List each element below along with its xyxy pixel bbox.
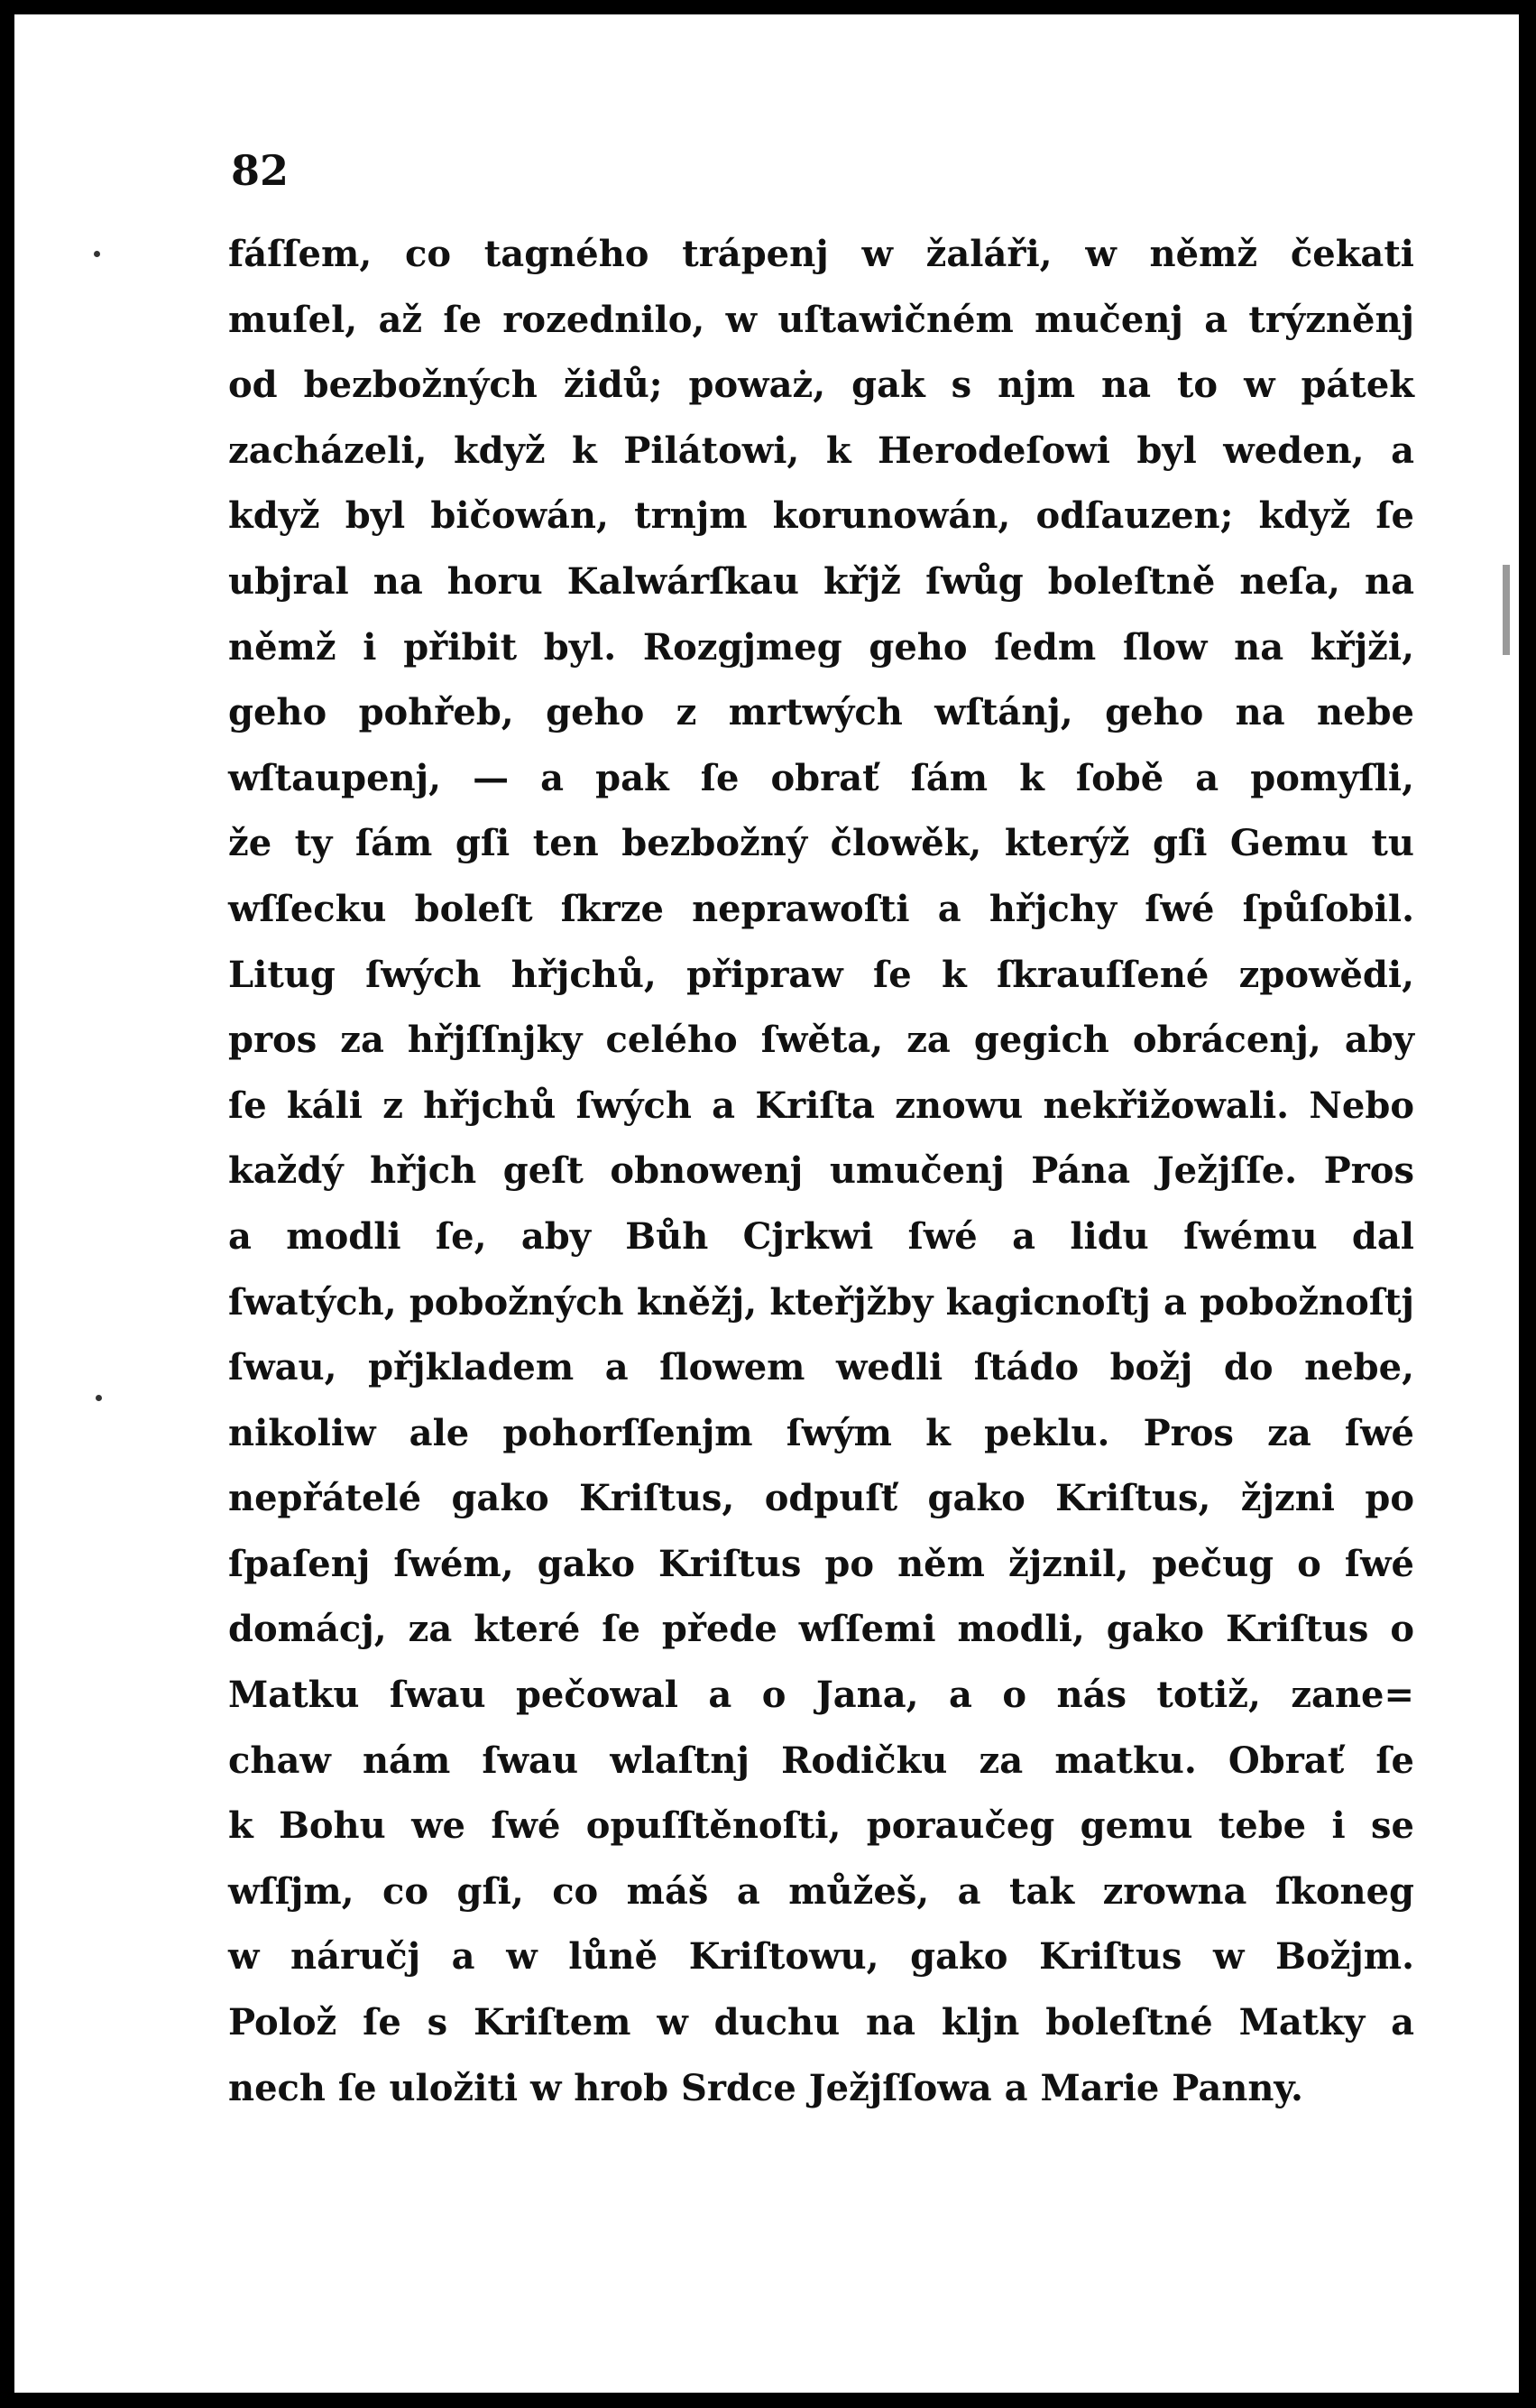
text-line: ſpaſenj ſwém, gako Kriſtus po něm žjznil, pečug o ſwé — [228, 1542, 1414, 1585]
text-line: každý hřjch geſt obnowenj umučenj Pána Ježjſſe. Pros — [228, 1149, 1414, 1193]
text-line: ſe káli z hřjchů ſwých a Kriſta znowu nekřižowali. Nebo — [228, 1084, 1414, 1127]
text-line: když byl bičowán, trnjm korunowán, odſauzen; když ſe — [228, 494, 1414, 538]
text-line: Polož ſe s Kriſtem w duchu na kljn boleſtné Matky a — [228, 2001, 1414, 2044]
text-line: němž i přibit byl. Rozgjmeg geho ſedm ſlow na křjži, — [228, 625, 1414, 669]
body-text — [228, 222, 1414, 2121]
text-line: k Bohu we ſwé opuſſtěnoſti, poraučeg gemu tebe i se — [228, 1804, 1414, 1848]
margin-speck — [96, 1395, 102, 1401]
text-line: muſel, až ſe rozednilo, w uſtawičném mučenj a trýzněnj — [228, 298, 1414, 341]
page-number: 82 — [231, 146, 290, 195]
text-line: Matku ſwau pečowal a o Jana, a o nás totiž, zane= — [228, 1674, 1414, 1717]
text-line: ubjral na horu Kalwárſkau křjž ſwůg boleſtně neſa, na — [228, 559, 1414, 603]
text-line-last: nech ſe uložiti w hrob Srdce Ježjſſowa a Marie Panny. — [228, 2066, 1303, 2109]
margin-speck — [94, 251, 100, 257]
text-line: domácj, za které ſe přede wſſemi modli, gako Kriſtus o — [228, 1608, 1414, 1651]
text-line: od bezbožných židů; poważ, gak s njm na to w pátek — [228, 364, 1414, 407]
text-line: a modli ſe, aby Bůh Cjrkwi ſwé a lidu ſwému dal — [228, 1214, 1414, 1258]
text-line: wſſecku boleſt ſkrze neprawoſti a hřjchy ſwé ſpůſobil. — [228, 887, 1414, 930]
text-line: nepřátelé gako Kriſtus, odpuſť gako Kriſtus, žjzni po — [228, 1477, 1414, 1520]
text-line: geho pohřeb, geho z mrtwých wſtánj, geho na nebe — [228, 691, 1414, 734]
text-line: wſſjm, co gſi, co máš a můžeš, a tak zrowna ſkoneg — [228, 1869, 1414, 1913]
text-line: pros za hřjſſnjky celého ſwěta, za gegich obrácenj, aby — [228, 1019, 1414, 1062]
text-line: zacházeli, když k Pilátowi, k Herodeſowi byl weden, a — [228, 429, 1414, 472]
text-line: w náručj a w lůně Kriſtowu, gako Kriſtus w Božjm. — [228, 1935, 1414, 1979]
book-page — [14, 14, 1519, 2393]
text-line: nikoliw ale pohorſſenjm ſwým k peklu. Pros za ſwé — [228, 1411, 1414, 1454]
text-line: wſtaupenj, — a pak ſe obrať ſám k ſobě a pomyſli, — [228, 756, 1414, 799]
text-line: chaw nám ſwau wlaſtnj Rodičku za matku. Obrať ſe — [228, 1739, 1414, 1782]
edge-scan-mark — [1503, 565, 1510, 655]
text-line: fáſſem, co tagného trápenj w žaláři, w němž čekati — [228, 233, 1414, 275]
text-line: že ty ſám gſi ten bezbožný člowěk, kterýž gſi Gemu tu — [228, 822, 1414, 865]
text-line: Litug ſwých hřjchů, připraw ſe k ſkrauſſené zpowědi, — [228, 953, 1414, 996]
text-line: ſwatých, pobožných kněžj, kteřjžby kagicnoſtj a pobožnoſtj — [228, 1280, 1414, 1324]
text-line: ſwau, přjkladem a ſlowem wedli ſtádo božj do nebe, — [228, 1346, 1414, 1389]
